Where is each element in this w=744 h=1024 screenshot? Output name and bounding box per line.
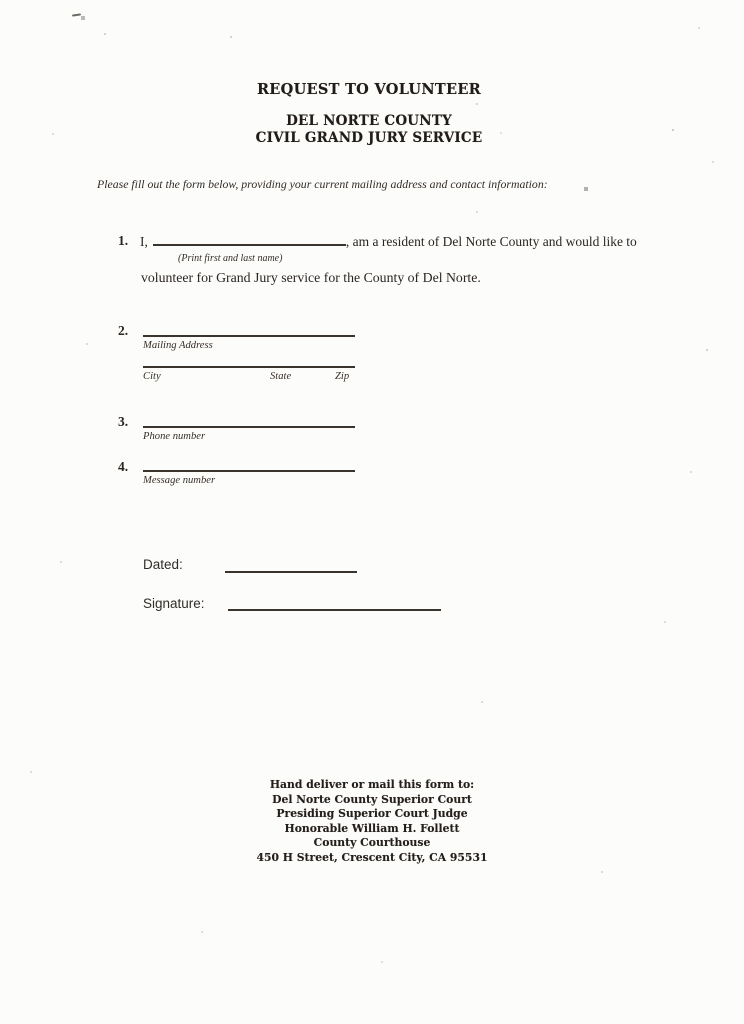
form-subtitle-service: CIVIL GRAND JURY SERVICE (255, 129, 483, 146)
footer-line: County Courthouse (313, 836, 431, 850)
phone-number-fill-line[interactable] (143, 416, 355, 428)
instruction-text: Please fill out the form below, providing your current mailing address and contact information: (97, 177, 548, 191)
item-1-number: 1. (118, 233, 129, 248)
item-1-continuation: volunteer for Grand Jury service for the County of Del Norte. (141, 270, 481, 285)
item-1-suffix: , am a resident of Del Norte County and would like to (345, 234, 637, 249)
zip-label: Zip (335, 371, 350, 382)
city-state-zip-fill-line[interactable] (143, 356, 355, 368)
form-header (0, 81, 738, 146)
dated-fill-line[interactable] (225, 561, 357, 573)
name-fill-line[interactable] (153, 233, 346, 246)
item-2-number: 2. (118, 323, 129, 338)
footer-line: 450 H Street, Crescent City, CA 95531 (256, 850, 488, 864)
state-label: State (270, 371, 292, 382)
item-4-number: 4. (118, 459, 129, 474)
signature-label: Signature: (143, 596, 205, 611)
signature-fill-line[interactable] (228, 599, 441, 611)
item-1-prefix: I, (140, 234, 148, 249)
item-1-sentence (140, 233, 637, 250)
message-number-label: Message number (143, 475, 216, 486)
message-number-fill-line[interactable] (143, 460, 355, 472)
footer-line: Hand deliver or mail this form to: (269, 778, 475, 791)
form-title: REQUEST TO VOLUNTEER (256, 81, 482, 98)
footer-instructions (0, 778, 744, 866)
footer-line: Presiding Superior Court Judge (276, 807, 468, 821)
dated-label: Dated: (143, 557, 183, 572)
mailing-address-label: Mailing Address (143, 340, 213, 351)
city-label: City (143, 371, 161, 382)
mailing-address-fill-line[interactable] (143, 325, 355, 337)
footer-line: Honorable William H. Follett (284, 821, 460, 835)
pen-mark (72, 13, 81, 16)
footer-line: Del Norte County Superior Court (272, 792, 472, 806)
print-name-caption: (Print first and last name) (178, 253, 283, 264)
item-3-number: 3. (118, 414, 129, 429)
phone-number-label: Phone number (143, 431, 206, 442)
form-subtitle-county: DEL NORTE COUNTY (286, 113, 452, 129)
scan-speckles (0, 0, 2, 2)
